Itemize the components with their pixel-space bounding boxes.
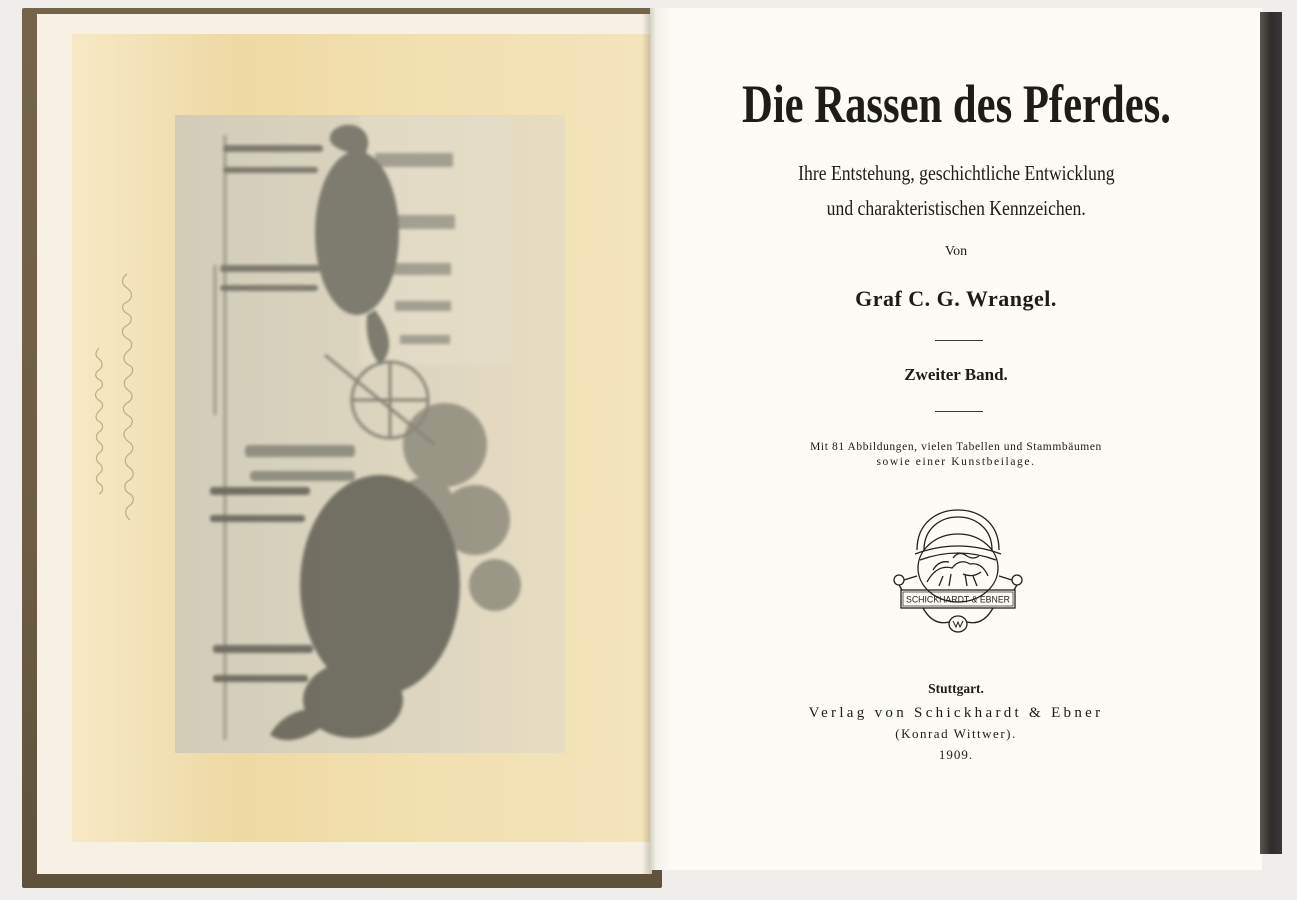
book-fore-edge (1260, 12, 1282, 854)
title-page (650, 8, 1262, 870)
imprint-year: 1909. (938, 747, 974, 762)
imprint-city: Stuttgart. (928, 681, 984, 696)
subtitle-line-1 (650, 161, 1262, 185)
tissue-tint (175, 115, 565, 753)
subtitle-text-2: und charakteristischen Kennzeichen. (826, 196, 1086, 220)
publisher-emblem-text: SCHICKHARDT & EBNER (906, 594, 1011, 605)
subtitle-text-1: Ihre Entstehung, geschichtliche Entwicklung (797, 161, 1115, 185)
publisher-emblem-icon (893, 508, 1023, 638)
by-label: Von (944, 244, 968, 259)
frontispiece-photograph (175, 115, 565, 753)
tissue-guard-sheet (72, 34, 652, 842)
subtitle-line-2 (650, 196, 1262, 220)
imprint-proprietor: (Konrad Wittwer). (895, 726, 1017, 741)
divider-rule-1 (935, 340, 983, 341)
handwritten-caption (85, 268, 140, 568)
imprint-publisher: Verlag von Schickhardt & Ebner (808, 705, 1104, 721)
divider-rule-2 (935, 411, 983, 412)
author-name: Graf C. G. Wrangel. (855, 286, 1057, 311)
book-title (650, 74, 1262, 134)
volume-label: Zweiter Band. (904, 365, 1008, 384)
left-page (37, 14, 652, 874)
contents-note-line-2: sowie einer Kunstbeilage. (876, 456, 1036, 468)
contents-note-line-1: Mit 81 Abbildungen, vielen Tabellen und Stammbäumen (810, 441, 1102, 453)
book-title-text: Die Rassen des Pferdes. (741, 74, 1171, 134)
